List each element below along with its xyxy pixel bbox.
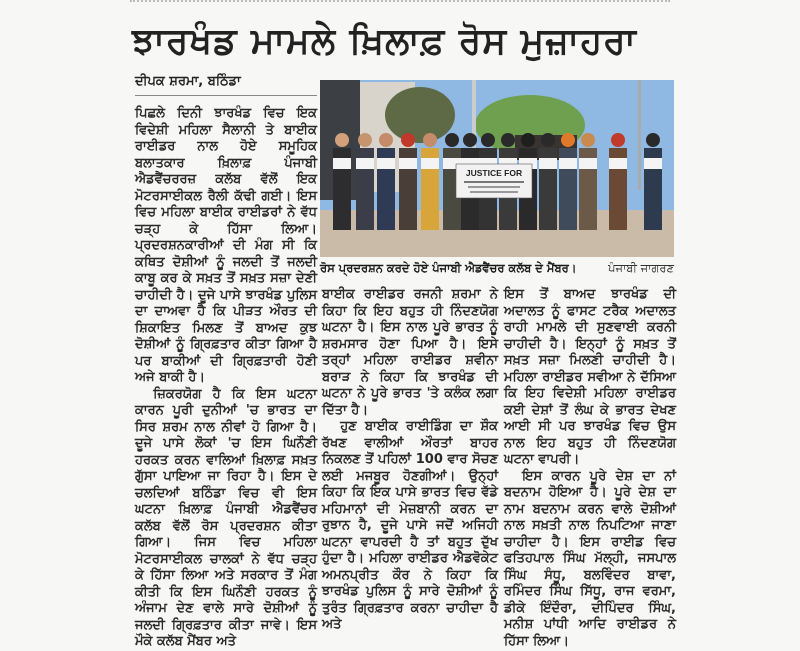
banner-subtext (464, 181, 524, 183)
placard (539, 158, 557, 169)
protest-photo (320, 80, 674, 257)
protest-photo-image (320, 80, 674, 257)
placard (333, 158, 351, 169)
article-column-3 (504, 287, 676, 650)
clipping-top-edge (130, 0, 670, 6)
person-head (335, 133, 349, 147)
person-head (611, 133, 625, 147)
person-head (401, 133, 415, 147)
placard (399, 158, 417, 169)
placard (579, 158, 597, 169)
article-column-1 (135, 106, 317, 651)
placard (421, 158, 439, 169)
paragraph: ਇਸ ਕਾਰਨ ਪੂਰੇ ਦੇਸ਼ ਦਾ ਨਾਂ ਬਦਨਾਮ ਹੋਇਆ ਹੈ। ਪੂਰੇ ਦੇਸ਼ ਦਾ ਨਾਮ ਬਦਨਾਮ ਕਰਨ ਵਾਲੇ ਦੋਸ਼ੀਆਂ ਨਾਲ ਸਖ਼ਤੀ ਨਾਲ ਨਿਪਟਿਆ ਜਾਣਾ ਚਾਹੀਦਾ ਹੈ। ਇਸ ਰਾਈਡ ਵਿਚ ਫਤਿਹਪਾਲ ਸਿੰਘ ਮੱਲ੍ਹੀ, ਜਸਪਾਲ ਸਿੰਘ ਸੰਧੂ, ਬਲਵਿੰਦਰ ਬਾਵਾ, ਰਮਿੰਦਰ ਸਿੰਘ ਸਿੱਧੂ, ਰਾਜ ਵਰਮਾ, ਡੀਕੇ ਇੰਦੌਰਾ, ਦੀਪਿੰਦਰ ਸਿੰਘ, ਮਨੀਸ਼ ਪਾਂਧੀ ਆਦਿ ਰਾਈਡਰ ਨੇ ਹਿੱਸਾ ਲਿਆ। (504, 468, 676, 649)
paragraph: ਜ਼ਿਕਰਯੋਗ ਹੈ ਕਿ ਇਸ ਘਟਨਾ ਕਾਰਨ ਪੂਰੀ ਦੁਨੀਆਂ 'ਚ ਭਾਰਤ ਦਾ ਸਿਰ ਸ਼ਰਮ ਨਾਲ ਨੀਵਾਂ ਹੋ ਗਿਆ ਹੈ। ਦੂਜੇ ਪਾਸੇ ਲੋਕਾਂ 'ਚ ਇਸ ਘਿਨੌਣੀ ਹਰਕਤ ਕਰਨ ਵਾਲਿਆਂ ਖ਼ਿਲਾਫ਼ ਸਖ਼ਤ ਗੁੱਸਾ ਪਾਇਆ ਜਾ ਰਿਹਾ ਹੈ। ਇਸ ਦੇ ਚਲਦਿਆਂ ਬਠਿੰਡਾ ਵਿਚ ਵੀ ਇਸ ਘਟਨਾ ਖ਼ਿਲਾਫ਼ ਪੰਜਾਬੀ ਐਡਵੈਂਚਰ ਕਲੱਬ ਵੱਲੋਂ ਰੋਸ ਪ੍ਰਦਰਸ਼ਨ ਕੀਤਾ ਗਿਆ। ਜਿਸ ਵਿਚ ਮਹਿਲਾ ਮੋਟਰਸਾਈਕਲ ਚਾਲਕਾਂ ਨੇ ਵੱਧ ਚੜ੍ਹ ਕੇ ਹਿੱਸਾ ਲਿਆ ਅਤੇ ਸਰਕਾਰ ਤੋਂ ਮੰਗ ਕੀਤੀ ਕਿ ਇਸ ਘਿਨੌਣੀ ਹਰਕਤ ਨੂੰ ਅੰਜਾਮ ਦੇਣ ਵਾਲੇ ਸਾਰੇ ਦੋਸ਼ੀਆਂ ਨੂੰ ਜਲਦੀ ਗ੍ਰਿਫ਼ਤਾਰ ਕੀਤਾ ਜਾਵੇ। ਇਸ ਮੌਕੇ ਕਲੱਬ ਮੈਂਬਰ ਅਤੇ (135, 386, 317, 649)
person-head (646, 133, 660, 147)
banner-subtext (470, 191, 518, 193)
placard (644, 158, 662, 169)
byline-divider (135, 95, 317, 96)
person-head (521, 133, 535, 147)
person-head (423, 133, 437, 147)
paragraph: ਹੁਣ ਬਾਈਕ ਰਾਈਡਿੰਗ ਦਾ ਸ਼ੌਕ ਰੱਖਣ ਵਾਲੀਆਂ ਔਰਤਾਂ ਬਾਹਰ ਨਿਕਲਣ ਤੋਂ ਪਹਿਲਾਂ 100 ਵਾਰ ਸੋਚਣ ਲਈ ਮਜਬੂਰ ਹੋਣਗੀਆਂ। ਉਨ੍ਹਾਂ ਕਿਹਾ ਕਿ ਇਕ ਪਾਸੇ ਭਾਰਤ ਵਿਚ ਵੱਡੇ ਮਹਿਮਾਨਾਂ ਦੀ ਮੇਜ਼ਬਾਨੀ ਕਰਨ ਦਾ ਰੁਝਾਨ ਹੈ, ਦੂਜੇ ਪਾਸੇ ਜਦੋਂ ਅਜਿਹੀ ਘਟਨਾ ਵਾਪਰਦੀ ਹੈ ਤਾਂ ਬਹੁਤ ਦੁੱਖ ਹੁੰਦਾ ਹੈ। ਮਹਿਲਾ ਰਾਈਡਰ ਐਡਵੋਕੇਟ ਅਮਨਪ੍ਰੀਤ ਕੌਰ ਨੇ ਕਿਹਾ ਕਿ ਝਾਰਖੰਡ ਪੁਲਿਸ ਨੂੰ ਸਾਰੇ ਦੋਸ਼ੀਆਂ ਨੂੰ ਤੁਰੰਤ ਗ੍ਰਿਫ਼ਤਾਰ ਕਰਨਾ ਚਾਹੀਦਾ ਹੈ ਅਤੇ (322, 419, 498, 632)
byline: ਦੀਪਕ ਸ਼ਰਮਾ, ਬਠਿੰਡਾ (135, 74, 241, 89)
article-column-2 (322, 287, 498, 634)
person-head (463, 133, 477, 147)
placard (356, 158, 374, 169)
paragraph: ਬਾਈਕ ਰਾਈਡਰ ਰਜਨੀ ਸ਼ਰਮਾ ਨੇ ਕਿਹਾ ਕਿ ਇਹ ਬਹੁਤ ਹੀ ਨਿੰਦਣਯੋਗ ਘਟਨਾ ਹੈ। ਇਸ ਨਾਲ ਪੂਰੇ ਭਾਰਤ ਨੂੰ ਸ਼ਰਮਸਾਰ ਹੋਣਾ ਪਿਆ ਹੈ। ਇਸੇ ਤਰ੍ਹਾਂ ਮਹਿਲਾ ਰਾਈਡਰ ਸ਼ਵੀਨਾ ਬਰਾੜ ਨੇ ਕਿਹਾ ਕਿ ਝਾਰਖੰਡ ਦੀ ਘਟਨਾ ਨੇ ਪੂਰੇ ਭਾਰਤ 'ਤੇ ਕਲੰਕ ਲਗਾ ਦਿੱਤਾ ਹੈ। (322, 287, 498, 418)
photo-credit: ਪੰਜਾਬੀ ਜਾਗਰਣ (608, 261, 674, 275)
person-head (481, 133, 495, 147)
placard (377, 158, 395, 169)
placard (559, 158, 577, 169)
person-head (445, 133, 459, 147)
pole (638, 80, 641, 190)
placard (609, 158, 627, 169)
person-head (581, 133, 595, 147)
banner-subtext (468, 186, 520, 188)
person-head (501, 133, 515, 147)
person-head (541, 133, 555, 147)
person-head (379, 133, 393, 147)
person-head (358, 133, 372, 147)
photo-caption-row (320, 261, 674, 276)
paragraph: ਪਿਛਲੇ ਦਿਨੀ ਝਾਰਖੰਡ ਵਿਚ ਇਕ ਵਿਦੇਸ਼ੀ ਮਹਿਲਾ ਸੈਲਾਨੀ ਤੇ ਬਾਈਕ ਰਾਈਡਰ ਨਾਲ ਹੋਏ ਸਮੂਹਿਕ ਬਲਾਤਕਾਰ ਖ਼ਿਲਾਫ਼ ਪੰਜਾਬੀ ਐਡਵੈਂਚਰਰਜ਼ ਕਲੱਬ ਵੱਲੋਂ ਇਕ ਮੋਟਰਸਾਈਕਲ ਰੈਲੀ ਕੱਢੀ ਗਈ। ਇਸ ਵਿਚ ਮਹਿਲਾ ਬਾਈਕ ਰਾਈਡਰਾਂ ਨੇ ਵੱਧ ਚੜ੍ਹ ਕੇ ਹਿੱਸਾ ਲਿਆ। ਪ੍ਰਦਰਸ਼ਨਕਾਰੀਆਂ ਦੀ ਮੰਗ ਸੀ ਕਿ ਕਥਿਤ ਦੋਸ਼ੀਆਂ ਨੂੰ ਜਲਦੀ ਤੋਂ ਜਲਦੀ ਕਾਬੂ ਕਰ ਕੇ ਸਖ਼ਤ ਤੋਂ ਸਖ਼ਤ ਸਜ਼ਾ ਦੇਣੀ ਚਾਹੀਦੀ ਹੈ। ਦੂਜੇ ਪਾਸੇ ਝਾਰਖੰਡ ਪੁਲਿਸ ਦਾ ਦਾਅਵਾ ਹੈ ਕਿ ਪੀੜਤ ਔਰਤ ਦੀ ਸ਼ਿਕਾਇਤ ਮਿਲਣ ਤੋਂ ਬਾਅਦ ਕੁਝ ਦੋਸ਼ੀਆਂ ਨੂੰ ਗ੍ਰਿਫ਼ਤਾਰ ਕੀਤਾ ਗਿਆ ਹੈ ਪਰ ਬਾਕੀਆਂ ਦੀ ਗ੍ਰਿਫ਼ਤਾਰੀ ਹੋਣੀ ਅਜੇ ਬਾਕੀ ਹੈ। (135, 106, 317, 385)
headline: ਝਾਰਖੰਡ ਮਾਮਲੇ ਖ਼ਿਲਾਫ਼ ਰੋਸ ਮੁਜ਼ਾਹਰਾ (132, 21, 637, 62)
person-head (561, 133, 575, 147)
banner-text: JUSTICE FOR (465, 168, 523, 178)
photo-caption: ਰੋਸ ਪ੍ਰਦਰਸ਼ਨ ਕਰਦੇ ਹੋਏ ਪੰਜਾਬੀ ਐਡਵੈਂਚਰ ਕਲੱਬ ਦੇ ਮੈਂਬਰ। (320, 261, 577, 275)
paragraph: ਇਸ ਤੋਂ ਬਾਅਦ ਝਾਰਖੰਡ ਦੀ ਅਦਾਲਤ ਨੂੰ ਫਾਸਟ ਟਰੈਕ ਅਦਾਲਤ ਰਾਹੀ ਮਾਮਲੇ ਦੀ ਸੁਣਵਾਈ ਕਰਨੀ ਚਾਹੀਦੀ ਹੈ। ਇਨ੍ਹਾਂ ਨੂੰ ਸਖ਼ਤ ਤੋਂ ਸਖ਼ਤ ਸਜ਼ਾ ਮਿਲਣੀ ਚਾਹੀਦੀ ਹੈ। ਮਹਿਲਾ ਰਾਈਡਰ ਸਵੀਆ ਨੇ ਦੱਸਿਆ ਕਿ ਇਹ ਵਿਦੇਸ਼ੀ ਮਹਿਲਾ ਰਾਈਡਰ ਕਈ ਦੇਸ਼ਾਂ ਤੋਂ ਲੰਘ ਕੇ ਭਾਰਤ ਦੇਖਣ ਆਈ ਸੀ ਪਰ ਝਾਰਖੰਡ ਵਿਚ ਉਸ ਨਾਲ ਇਹ ਬਹੁਤ ਹੀ ਨਿੰਦਣਯੋਗ ਘਟਨਾ ਵਾਪਰੀ। (504, 287, 676, 467)
tree (385, 87, 455, 143)
